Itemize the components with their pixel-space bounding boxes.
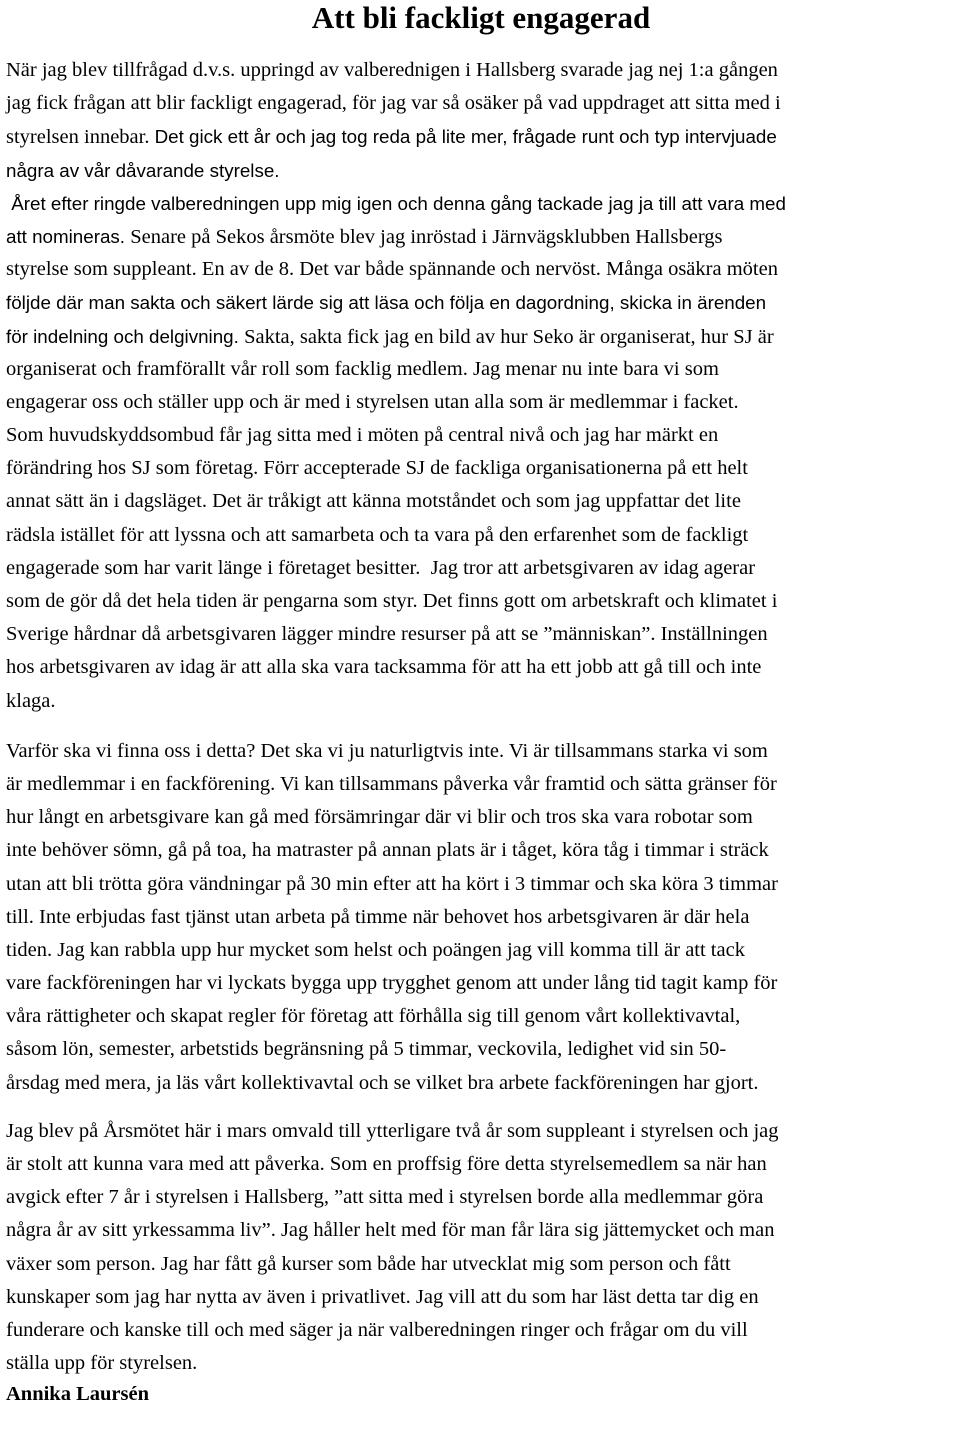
text-line — [6, 834, 956, 867]
text-line — [6, 1214, 956, 1247]
text-line — [6, 1000, 956, 1033]
text-run: funderare och kanske till och med säger ja när valberedningen ringer och frågar om du vill — [6, 1318, 748, 1341]
text-run: Det gick ett år och jag tog reda på lite mer, frågade runt och typ intervjuade — [154, 126, 777, 148]
text-line — [6, 1347, 956, 1380]
text-run: jag fick frågan att blir fackligt engagerad, för jag var så osäker på vad uppdraget att sitta med i — [6, 92, 781, 115]
text-run: annat sätt än i dagsläget. Det är tråkigt att känna motståndet och som jag uppfattar det lite — [6, 490, 741, 513]
text-line — [6, 1148, 956, 1181]
text-line — [6, 868, 956, 901]
text-run: Jag blev på Årsmötet här i mars omvald till ytterligare två år som suppleant i styrelsen och jag — [6, 1119, 779, 1142]
text-line — [6, 618, 956, 651]
text-line — [6, 519, 956, 552]
text-run: årsdag med mera, ja läs vårt kollektivavtal och se vilket bra arbete fackföreningen har gjort. — [6, 1071, 759, 1094]
text-line — [6, 220, 956, 253]
text-run: När jag blev tillfrågad d.v.s. uppringd av valberednigen i Hallsberg svarade jag nej 1:a gången — [6, 59, 778, 81]
text-run: är stolt att kunna vara med att påverka. Som en proffsig före detta styrelsemedlem sa när han — [6, 1153, 767, 1175]
text-run: några år av sitt yrkessamma liv”. Jag håller helt med för man får lära sig jättemycket och man — [6, 1219, 775, 1242]
text-run: våra rättigheter och skapat regler för företag att förhålla sig till genom vårt kollektivavtal, — [6, 1005, 741, 1028]
text-run: att nomineras. — [6, 225, 131, 247]
text-run: Året efter ringde valberedningen upp mig igen och denna gång tackade jag ja till att vara med — [6, 192, 786, 214]
text-run: är medlemmar i en fackförening. Vi kan tillsammans påverka vår framtid och sätta gränser för — [6, 772, 777, 795]
text-run: växer som person. Jag har fått gå kurser som både har utvecklat mig som person och fått — [6, 1252, 731, 1275]
text-run: Många osäkra möten — [606, 258, 778, 281]
text-run: följde där man sakta och säkert lärde sig att läsa och följa en dagordning, skicka in ärenden — [6, 292, 767, 314]
text-line — [6, 253, 956, 286]
text-line — [6, 552, 956, 585]
text-line — [6, 386, 956, 419]
text-line — [6, 54, 956, 87]
paragraph-3 — [6, 1115, 956, 1381]
text-line — [6, 801, 956, 834]
text-line — [6, 1033, 956, 1066]
text-run: avgick efter 7 år i styrelsen i Hallsberg, ”att sitta med i styrelsen borde alla medlemmar göra — [6, 1186, 764, 1209]
text-run: rädsla istället för att lyssna och att samarbeta och ta vara på den erfarenhet som de fackligt — [6, 523, 749, 546]
text-line — [6, 87, 956, 120]
text-run: tiden. Jag kan rabbla upp hur mycket som helst och poängen jag vill komma till är att tack — [6, 938, 745, 961]
text-line — [6, 120, 956, 153]
text-run: utan att bli trötta göra vändningar på 30 min efter att ha kört i 3 timmar och ska köra 3 timmar — [6, 872, 778, 895]
text-line — [6, 901, 956, 934]
author-signature: Annika Laursén — [6, 1383, 149, 1406]
paragraph-1 — [6, 54, 956, 718]
text-line — [6, 187, 956, 220]
text-run: Senare på Sekos årsmöte blev jag inröstad i Järnvägsklubben Hallsbergs — [130, 225, 723, 248]
text-line — [6, 1067, 956, 1100]
text-line — [6, 419, 956, 452]
text-run: engagerade som har varit länge i företaget besitter. Jag tror att arbetsgivaren av idag agerar — [6, 556, 756, 579]
text-run: för indelning och delgivning. — [6, 325, 245, 347]
text-run: styrelsen innebar. — [6, 126, 155, 149]
text-line — [6, 735, 956, 768]
text-line — [6, 1314, 956, 1347]
text-line — [6, 353, 956, 386]
text-run: organiserat och framförallt vår roll som facklig medlem. Jag menar nu inte bara vi som — [6, 357, 719, 380]
text-run: klaga. — [6, 689, 56, 712]
text-run: hur långt en arbetsgivare kan gå med försämringar där vi blir och tros ska vara robotar som — [6, 806, 753, 829]
text-run: Som huvudskyddsombud får jag sitta med i möten på central nivå och jag har märkt en — [6, 424, 719, 447]
text-line — [6, 154, 956, 187]
text-run: Sverige hårdnar då arbetsgivaren lägger mindre resurser på att se ”människan”. Inställningen — [6, 623, 768, 646]
text-run: engagerar oss och ställer upp och är med i styrelsen utan alla som är medlemmar i facket. — [6, 390, 739, 413]
text-line — [6, 967, 956, 1000]
text-run: några av vår dåvarande styrelse. — [6, 159, 280, 181]
text-line — [6, 768, 956, 801]
text-line — [6, 1248, 956, 1281]
text-run: ställa upp för styrelsen. — [6, 1352, 198, 1375]
text-run: styrelse som suppleant. En av de 8. Det var både spännande och nervöst. — [6, 258, 607, 281]
text-run: kunskaper som jag har nytta av även i privatlivet. Jag vill att du som har läst detta tar dig en — [6, 1285, 759, 1308]
text-line — [6, 1115, 956, 1148]
text-line — [6, 585, 956, 618]
text-line — [6, 1281, 956, 1314]
text-line — [6, 286, 956, 319]
text-line — [6, 485, 956, 518]
text-run: hos arbetsgivaren av idag är att alla ska vara tacksamma för att ha ett jobb att gå till och inte — [6, 656, 762, 679]
text-run: till. Inte erbjudas fast tjänst utan arbeta på timme när behovet hos arbetsgivaren är där hela — [6, 905, 750, 928]
text-run: såsom lön, semester, arbetstids begränsning på 5 timmar, veckovila, ledighet vid sin 50- — [6, 1038, 727, 1061]
text-run: inte behöver sömn, gå på toa, ha matraster på annan plats är i tåget, köra tåg i timmar i sträck — [6, 839, 769, 862]
text-line — [6, 651, 956, 684]
text-line — [6, 452, 956, 485]
text-run: vare fackföreningen har vi lyckats bygga upp trygghet genom att under lång tid tagit kamp för — [6, 972, 778, 995]
document-title: Att bli fackligt engagerad — [311, 0, 651, 35]
text-run: som de gör då det hela tiden är pengarna som styr. Det finns gott om arbetskraft och klimatet i — [6, 590, 778, 612]
text-line — [6, 934, 956, 967]
text-line — [6, 685, 956, 718]
text-run: förändring hos SJ som företag. Förr accepterade SJ de fackliga organisationerna på ett helt — [6, 457, 748, 480]
paragraph-2 — [6, 735, 956, 1100]
text-run: Sakta, sakta fick jag en bild av hur Seko är organiserat, hur SJ är — [244, 325, 774, 348]
text-line — [6, 320, 956, 353]
text-line — [6, 1181, 956, 1214]
text-run: Varför ska vi finna oss i detta? Det ska vi ju naturligtvis inte. Vi är tillsammans starka vi som — [6, 739, 768, 762]
